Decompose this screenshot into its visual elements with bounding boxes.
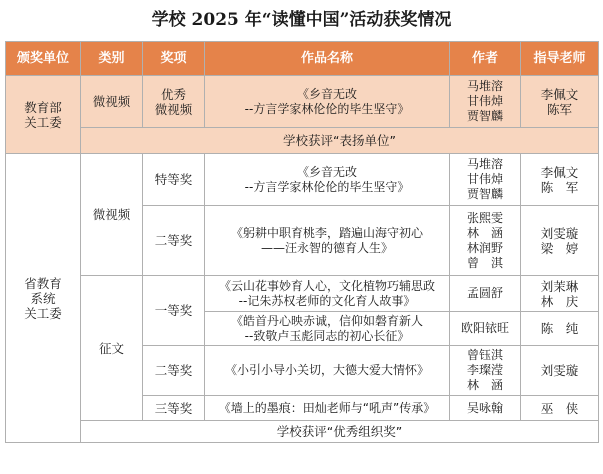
award-cell: 特等奖: [143, 154, 205, 206]
school-award-cell: 学校获评“表扬单位”: [81, 128, 599, 154]
teacher-cell: 李佩文 陈 军: [521, 154, 599, 206]
work-cell: 《躬耕中职育桃李，踏遍山海守初心 ——汪永智的德育人生》: [205, 206, 450, 276]
table-row: [6, 76, 599, 128]
award-cell: 优秀 微视频: [143, 76, 205, 128]
work-cell: 《云山花事妙育人心，文化植物巧辅思政 --记朱苏权老师的文化育人故事》: [205, 276, 450, 312]
teacher-cell: 刘雯璇: [521, 346, 599, 396]
category-cell: 微视频: [81, 76, 143, 128]
author-cell: 马堆溶 甘伟焯 贾智麟: [450, 154, 521, 206]
category-cell: 微视频: [81, 154, 143, 276]
header-category: 类别: [81, 42, 143, 76]
table-row: [6, 154, 599, 206]
work-cell: 《乡音无改 --方言学家林伦伦的毕生坚守》: [205, 76, 450, 128]
page-title: 学校 2025 年“读懂中国”活动获奖情况: [151, 10, 452, 30]
author-cell: 张熙雯 林 涵 林润野 曾 淇: [450, 206, 521, 276]
teacher-cell: 巫 侠: [521, 396, 599, 421]
header-row: [6, 42, 599, 76]
award-cell: 二等奖: [143, 206, 205, 276]
teacher-cell: 李佩文 陈军: [521, 76, 599, 128]
work-cell: 《小引小导小关切，大德大爱大情怀》: [205, 346, 450, 396]
author-cell: 吴咏翰: [450, 396, 521, 421]
header-unit: 颁奖单位: [6, 42, 81, 76]
teacher-cell: 刘雯璇 梁 婷: [521, 206, 599, 276]
author-cell: 欧阳铱旺: [450, 312, 521, 346]
school-award-row: [6, 421, 599, 443]
award-cell: 三等奖: [143, 396, 205, 421]
header-work: 作品名称: [205, 42, 450, 76]
award-cell: 一等奖: [143, 276, 205, 346]
award-cell: 二等奖: [143, 346, 205, 396]
teacher-cell: 陈 纯: [521, 312, 599, 346]
teacher-cell: 刘茉琳 林 庆: [521, 276, 599, 312]
awards-table: [5, 41, 599, 443]
work-cell: 《皓首丹心映赤诚，信仰如磐育新人 --致敬卢玉彪同志的初心长征》: [205, 312, 450, 346]
header-award: 奖项: [143, 42, 205, 76]
school-award-cell: 学校获评“优秀组织奖”: [81, 421, 599, 443]
category-cell: 征文: [81, 276, 143, 421]
unit-cell: 省教育 系统 关工委: [6, 154, 81, 443]
work-cell: 《墙上的墨痕：田灿老师与“吼声”传承》: [205, 396, 450, 421]
author-cell: 曾钰淇 李璨滢 林 涵: [450, 346, 521, 396]
work-cell: 《乡音无改 --方言学家林伦伦的毕生坚守》: [205, 154, 450, 206]
school-award-row: [6, 128, 599, 154]
author-cell: 马堆溶 甘伟焯 贾智麟: [450, 76, 521, 128]
table-row: [6, 276, 599, 312]
header-author: 作者: [450, 42, 521, 76]
header-teacher: 指导老师: [521, 42, 599, 76]
unit-cell: 教育部 关工委: [6, 76, 81, 154]
author-cell: 孟圆舒: [450, 276, 521, 312]
